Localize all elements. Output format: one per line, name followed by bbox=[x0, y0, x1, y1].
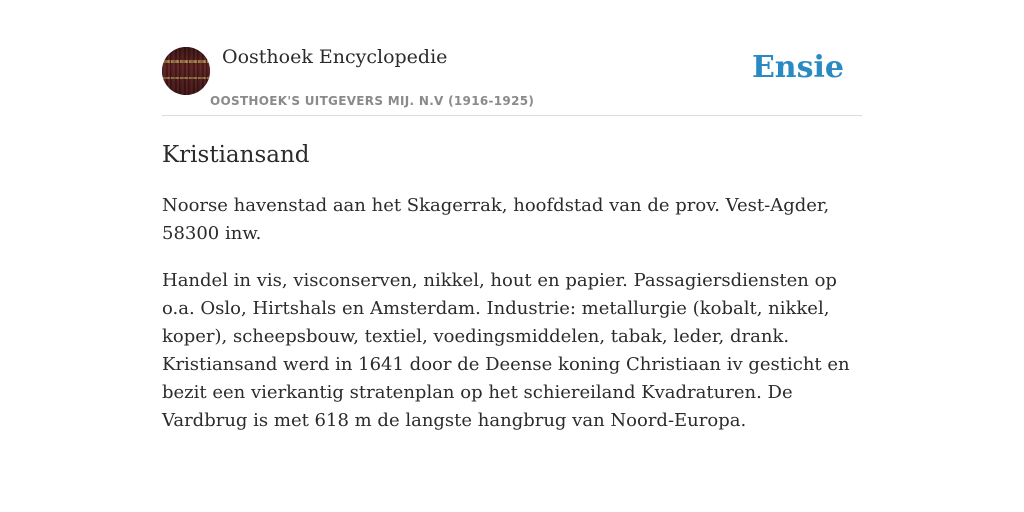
ensie-logo[interactable]: Ensie bbox=[751, 50, 844, 85]
encyclopedia-books-avatar[interactable] bbox=[162, 47, 210, 95]
article-card bbox=[162, 40, 862, 435]
publisher-label: OOSTHOEK'S UITGEVERS MIJ. N.V (1916-1925) bbox=[210, 94, 535, 108]
article-paragraph: Noorse havenstad aan het Skagerrak, hoofdstad van de prov. Vest-Agder, 58300 inw. bbox=[162, 195, 830, 244]
article-paragraph: Handel in vis, visconserven, nikkel, hout en papier. Passagiersdiensten op o.a. Oslo, Hirtshals en Amsterdam. Industrie: metallurgie (kobalt, nikkel, koper), scheepsbouw, textiel, voedingsmiddelen, tabak, leder, drank. Kristiansand werd in 1641 door de Deense koning Christiaan iv gesticht en bezit een vierkantig stratenplan op het schiereiland Kvadraturen. De Vardbrug is met 618 m de langste hangbrug van Noord-Europa. bbox=[162, 270, 850, 431]
source-title[interactable]: Oosthoek Encyclopedie bbox=[222, 46, 448, 68]
source-header bbox=[162, 40, 862, 116]
article-title: Kristiansand bbox=[162, 142, 310, 168]
